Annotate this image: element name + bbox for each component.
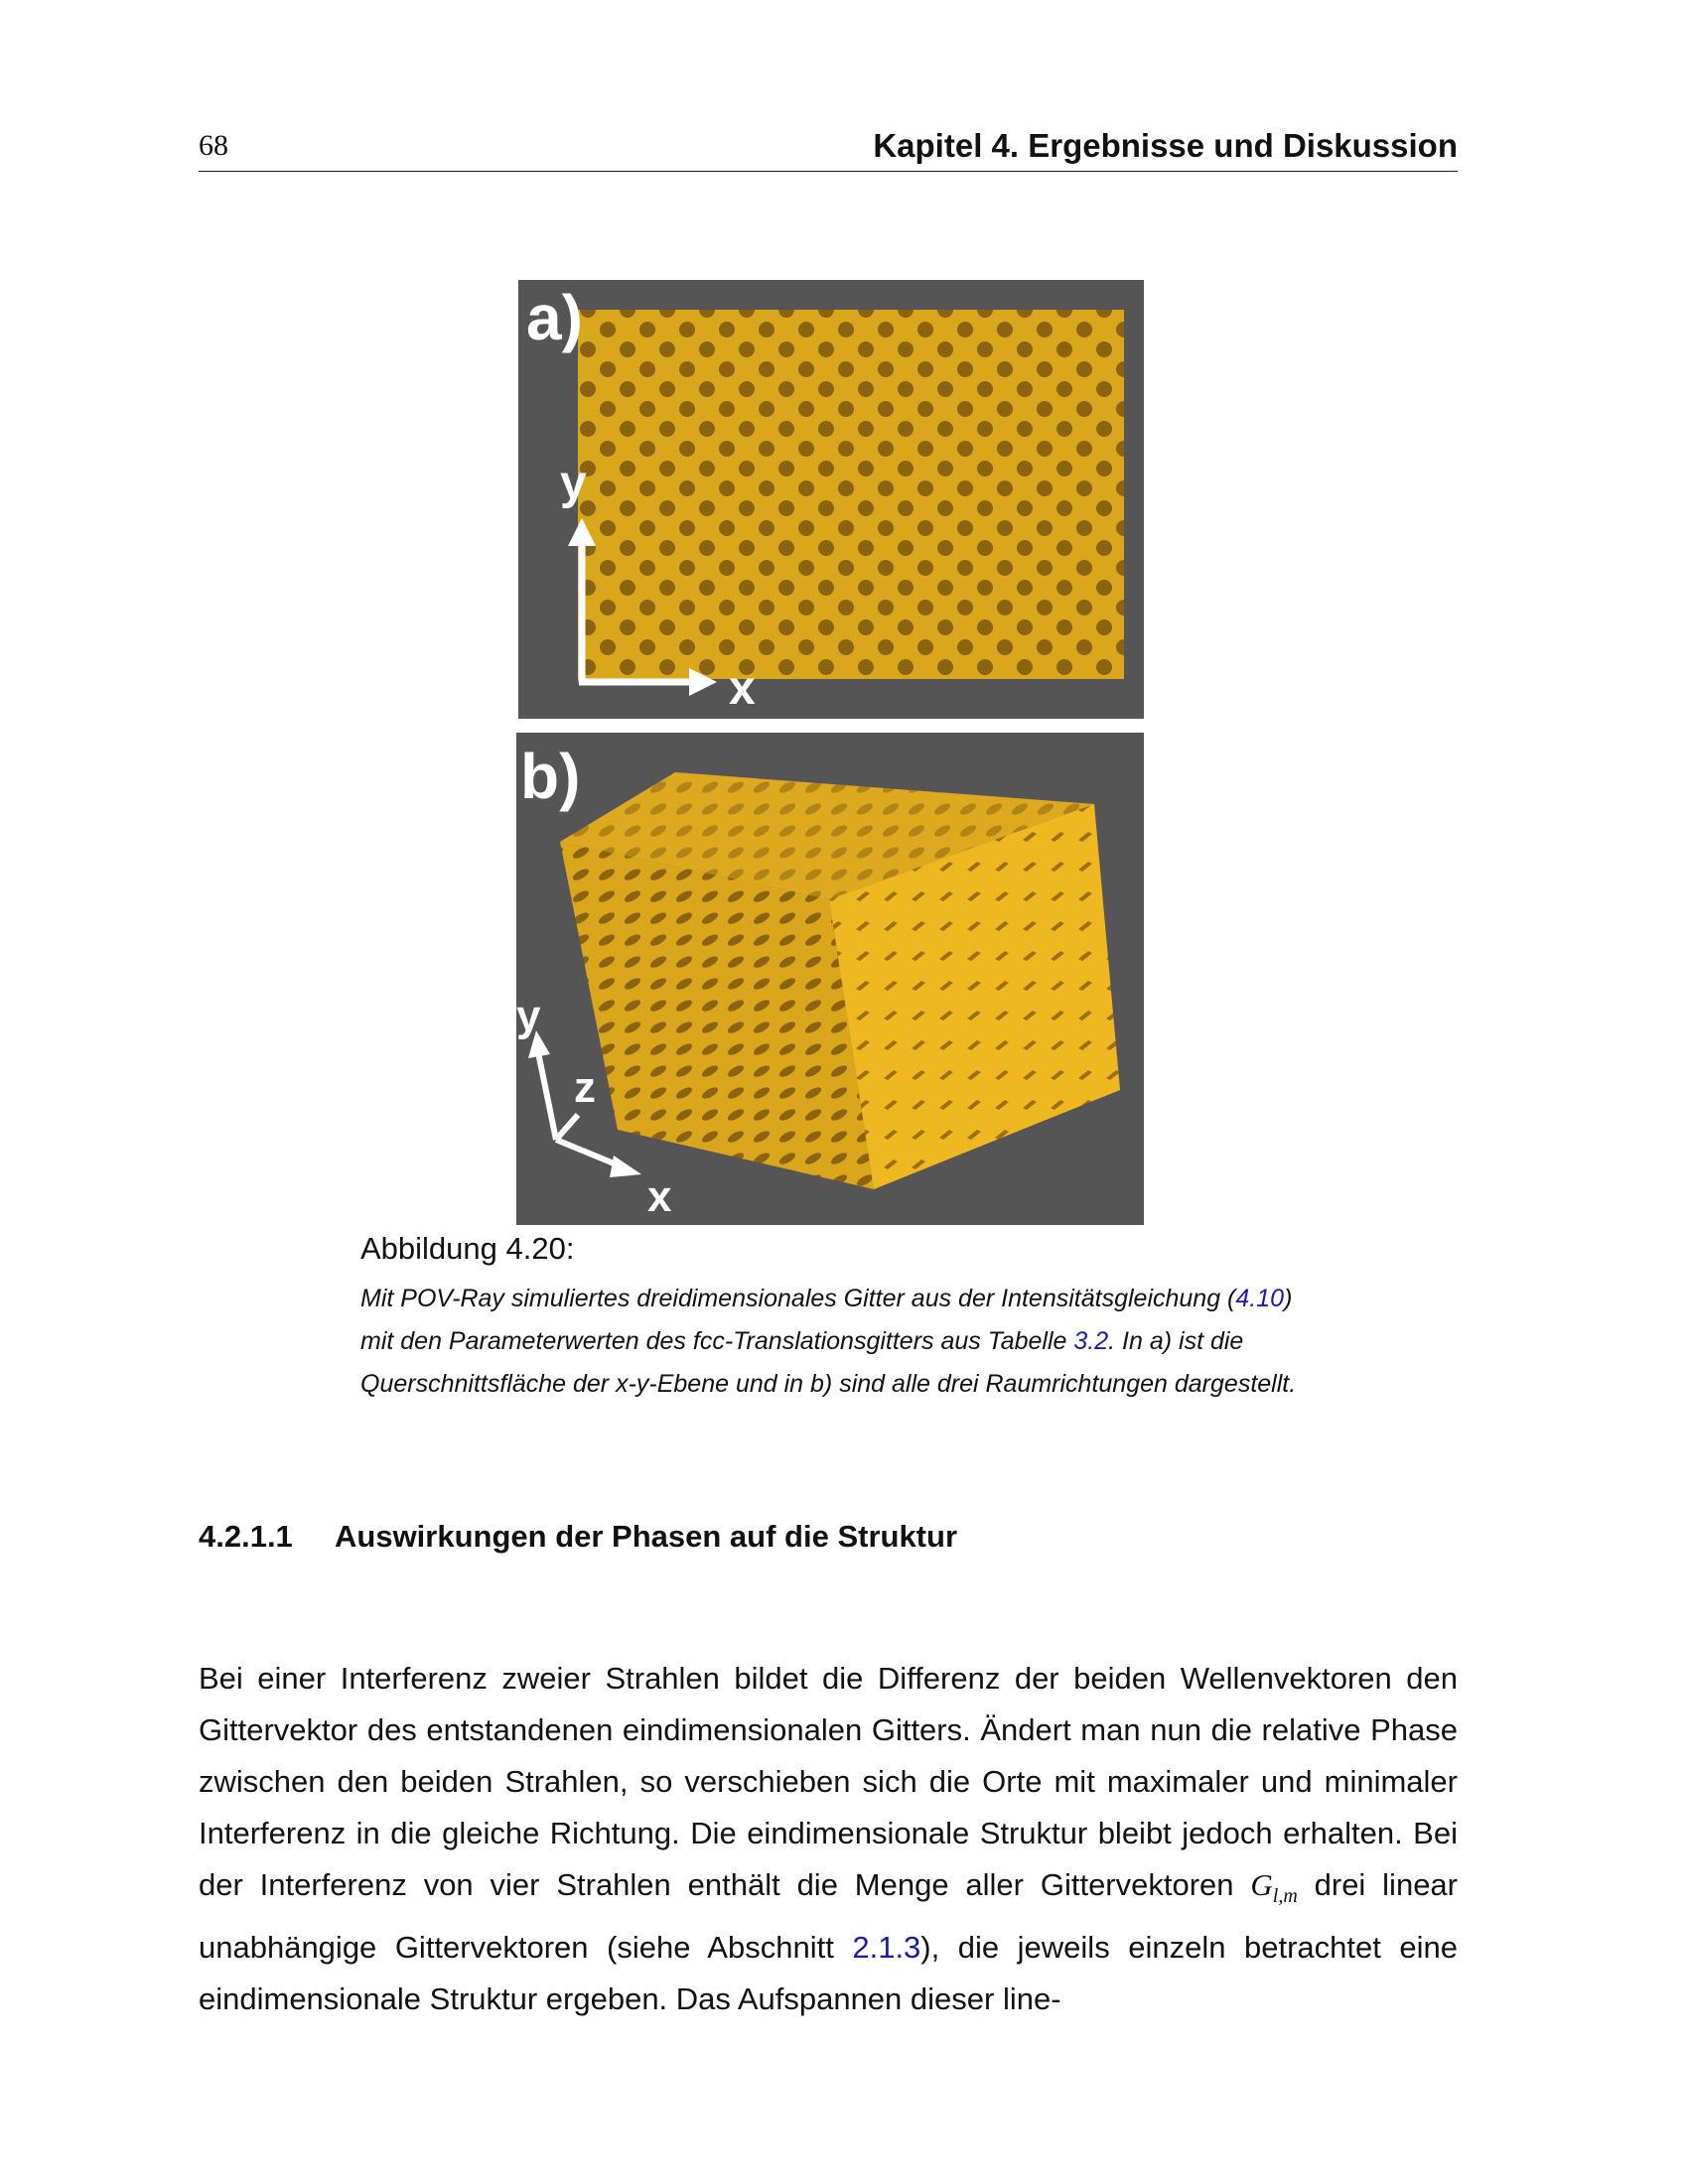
caption-text-2: ) mit den Parameterwerten des fcc-Translationsgitters aus Tabelle — [360, 1285, 1293, 1355]
axis-z-arrow — [556, 1115, 578, 1140]
body-text-1: Bei einer Interferenz zweier Strahlen bildet die Differenz der beiden Wellenvektoren den Gittervektor des entstandenen eindimensionalen Gitters. Ändert man nun die relative Phase zwischen den beiden Strahlen, so verschieben sich die Orte mit maximaler und minimaler Interferenz in die gleiche Richtung. Die eindimensionale Struktur bleibt jedoch erhalten. Bei der Interferenz von vier Strahlen enthält die Menge aller Gittervektoren — [199, 1661, 1458, 1902]
axis-x-label: x — [729, 662, 756, 715]
axis-y-label: y — [516, 992, 541, 1040]
axis-x-label: x — [647, 1172, 672, 1221]
chapter-title: Kapitel 4. Ergebnisse und Diskussion — [873, 127, 1458, 164]
page-number: 68 — [199, 129, 228, 162]
axis-y-arrow — [538, 1052, 556, 1140]
caption-text-3: . In a) ist die Querschnittsfläche der x-y-Ebene und in b) sind alle drei Raumrichtungen dargestellt. — [360, 1327, 1297, 1398]
section-heading — [199, 1519, 957, 1555]
section-number: 4.2.1.1 — [199, 1519, 293, 1554]
section-ref-link[interactable]: 2.1.3 — [852, 1930, 921, 1966]
body-text-3: ), die jeweils einzeln betrachtet eine eindimensionale Struktur ergeben. Das Aufspannen dieser line- — [199, 1930, 1458, 2017]
axis-y-label: y — [560, 457, 587, 509]
panel-a-label: a) — [526, 282, 583, 353]
body-paragraph — [199, 1653, 1458, 2025]
axis-z-label: z — [574, 1063, 596, 1112]
table-ref-link[interactable]: 3.2 — [1073, 1327, 1109, 1355]
figure-caption — [360, 1278, 1314, 1406]
header-rule — [199, 171, 1458, 172]
panel-b-label: b) — [520, 741, 581, 812]
body-text-2: drei linear unabhängige Gittervektoren (siehe Abschnitt — [199, 1867, 1458, 1966]
figure-panel-b — [516, 733, 1144, 1225]
caption-text-1: Mit POV-Ray simuliertes dreidimensionales Gitter aus der Intensitätsgleichung ( — [360, 1285, 1236, 1312]
figure-panel-a — [518, 280, 1144, 719]
gitter-vector-symbol: $G_{l,m}$ — [1250, 1867, 1298, 1908]
figure-caption-label: Abbildung 4.20: — [360, 1231, 575, 1266]
lattice-cross-section — [578, 310, 1124, 679]
section-title: Auswirkungen der Phasen auf die Struktur — [335, 1519, 958, 1554]
equation-ref-link[interactable]: 4.10 — [1235, 1285, 1285, 1312]
